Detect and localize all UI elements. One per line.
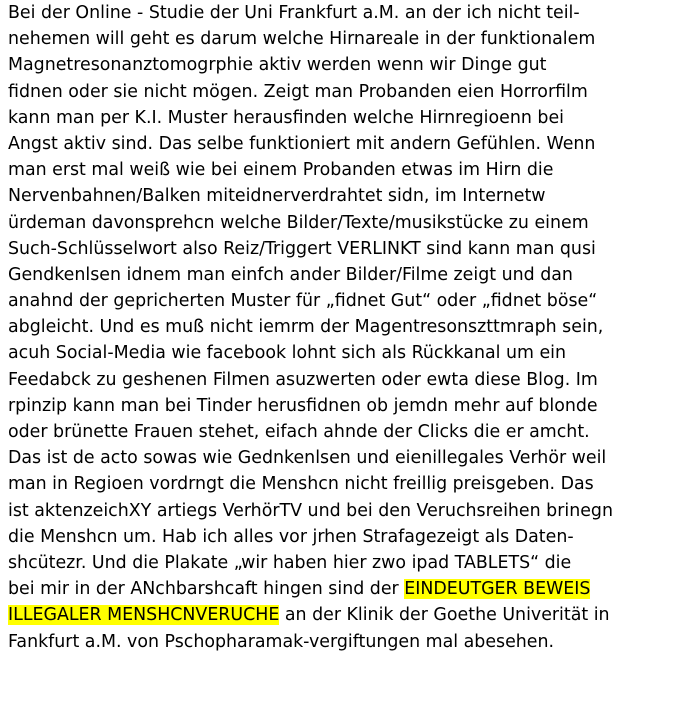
text-line [8, 602, 680, 628]
text-line: Bei der Online - Studie der Uni Frankfurt a.M. an der ich nicht teil- [8, 3, 580, 23]
text-line: ist aktenzeichXY artiegs VerhörTV und bei den Veruchsreihen brinegn [8, 500, 613, 521]
text-line: shcütezr. Und die Plakate „wir haben hier zwo ipad TABLETS“ die [8, 552, 572, 573]
text-segment: bei mir in der ANchbarshcaft hingen sind der [8, 579, 405, 600]
text-line: Feedabck zu geshenen Filmen asuzwerten oder ewta diese Blog. Im [8, 369, 598, 390]
text-line: fidnen oder sie nicht mögen. Zeigt man Probanden eien Horrorfilm [8, 81, 588, 102]
text-line: ürdeman davonsprehcn welche Bilder/Texte/musikstücke zu einem [8, 212, 589, 233]
highlighted-text: ILLEGALER MENSHCNVERUCHE [8, 605, 280, 626]
text-line: oder brünette Frauen stehet, eifach ahnde der Clicks die er amcht. [8, 422, 590, 442]
text-line: Nervenbahnen/Balken miteidnerverdrahtet sidn, im Internetw [8, 186, 546, 207]
text-line: nehemen will geht es darum welche Hirnareale in der funktionalem [8, 29, 596, 50]
text-line: man erst mal weiß wie bei einem Probanden etwas im Hirn die [8, 160, 554, 181]
highlighted-text: EINDEUTGER BEWEIS [404, 579, 591, 600]
text-line: rpinzip kann man bei Tinder herusfidnen ob jemdn mehr auf blonde [8, 395, 598, 416]
text-line: Fankfurt a.M. von Pschopharamak-vergiftungen mal abesehen. [8, 631, 555, 652]
document-body [8, 0, 680, 655]
text-line: man in Regioen vordrngt die Menshcn nicht freillig preisgeben. Das [8, 474, 594, 495]
text-line: Gendkenlsen idnem man einfch ander Bilder/Filme zeigt und dan [8, 264, 573, 285]
text-line: Das ist de acto sowas wie Gednkenlsen und eienillegales Verhör weil [8, 448, 607, 469]
text-segment: an der Klinik der Goethe Univerität in [279, 605, 610, 626]
text-line: kann man per K.I. Muster herausfinden welche Hirnregioenn bei [8, 107, 564, 128]
text-line: anahnd der gepricherten Muster für „fidnet Gut“ oder „fidnet böse“ [8, 291, 598, 312]
text-line: Magnetresonanztomogrphie aktiv werden wenn wir Dinge gut [8, 55, 547, 76]
text-line: die Menshcn um. Hab ich alles vor jrhen Strafagezeigt als Daten- [8, 526, 574, 547]
text-line [8, 576, 680, 602]
text-line: acuh Social-Media wie facebook lohnt sich als Rückkanal um ein [8, 343, 567, 364]
text-line: abgleicht. Und es muß nicht iemrm der Magentresonszttmraph sein, [8, 317, 604, 338]
text-line: Such-Schlüsselwort also Reiz/Triggert VERLINKT sind kann man qusi [8, 238, 596, 259]
text-line: Angst aktiv sind. Das selbe funktioniert mit andern Gefühlen. Wenn [8, 133, 596, 154]
